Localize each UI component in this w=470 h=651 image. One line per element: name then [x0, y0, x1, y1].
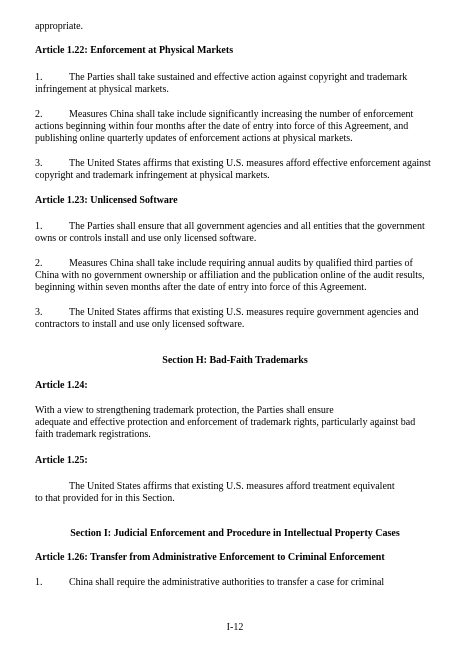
paragraph-line	[35, 72, 445, 84]
article-heading: Article 1.25:	[35, 455, 88, 466]
text-line: The Parties shall take sustained and effective action against copyright and trademark	[69, 72, 408, 83]
paragraph-number: 3.	[35, 158, 43, 169]
paragraph-number: 1.	[35, 72, 43, 83]
text-line: The United States affirms that existing U.S. measures afford effective enforcement against	[69, 158, 431, 169]
article-heading: Article 1.22: Enforcement at Physical Markets	[35, 45, 234, 56]
text-line: With a view to strengthening trademark protection, the Parties shall ensure	[35, 405, 334, 416]
paragraph-number: 3.	[35, 307, 43, 318]
text-line: The United States affirms that existing U.S. measures require government agencies and	[69, 307, 419, 318]
text-line: publishing online quarterly updates of enforcement actions at physical markets.	[35, 133, 353, 144]
article-heading: Article 1.26: Transfer from Administrative Enforcement to Criminal Enforcement	[35, 552, 385, 563]
paragraph-number: 1.	[35, 221, 43, 232]
text-line: adequate and effective protection and enforcement of trademark rights, particularly against bad	[35, 417, 416, 428]
text-line: China with no government ownership or affiliation and the publication online of the audit results,	[35, 270, 425, 281]
paragraph-number: 2.	[35, 258, 43, 269]
text-line: faith trademark registrations.	[35, 429, 151, 440]
paragraph-line	[35, 577, 445, 589]
text-line: copyright and trademark infringement at physical markets.	[35, 170, 270, 181]
text-line: owns or controls install and use only licensed software.	[35, 233, 257, 244]
text-line: contractors to install and use only licensed software.	[35, 319, 245, 330]
paragraph-line	[35, 307, 445, 319]
paragraph-line	[35, 109, 445, 121]
text-line: appropriate.	[35, 21, 84, 32]
text-line: China shall require the administrative authorities to transfer a case for criminal	[69, 577, 385, 588]
page-number: I-12	[226, 622, 244, 633]
text-line: beginning within seven months after the date of entry into force of this Agreement.	[35, 282, 367, 293]
section-heading: Section I: Judicial Enforcement and Procedure in Intellectual Property Cases	[70, 528, 400, 539]
text-line: The United States affirms that existing U.S. measures afford treatment equivalent	[69, 481, 395, 492]
paragraph-number: 2.	[35, 109, 43, 120]
article-heading: Article 1.23: Unlicensed Software	[35, 195, 178, 206]
paragraph-number: 1.	[35, 577, 43, 588]
text-line: Measures China shall take include requiring annual audits by qualified third parties of	[69, 258, 413, 269]
text-line: Measures China shall take include significantly increasing the number of enforcement	[69, 109, 414, 120]
text-line: to that provided for in this Section.	[35, 493, 175, 504]
section-heading: Section H: Bad-Faith Trademarks	[162, 355, 308, 366]
text-line: The Parties shall ensure that all government agencies and all entities that the government	[69, 221, 425, 232]
article-heading: Article 1.24:	[35, 380, 88, 391]
paragraph-line	[35, 158, 445, 170]
text-line: actions beginning within four months after the date of entry into force of this Agreement, and	[35, 121, 409, 132]
paragraph-line	[35, 258, 445, 270]
text-line: infringement at physical markets.	[35, 84, 169, 95]
paragraph-line	[35, 221, 445, 233]
